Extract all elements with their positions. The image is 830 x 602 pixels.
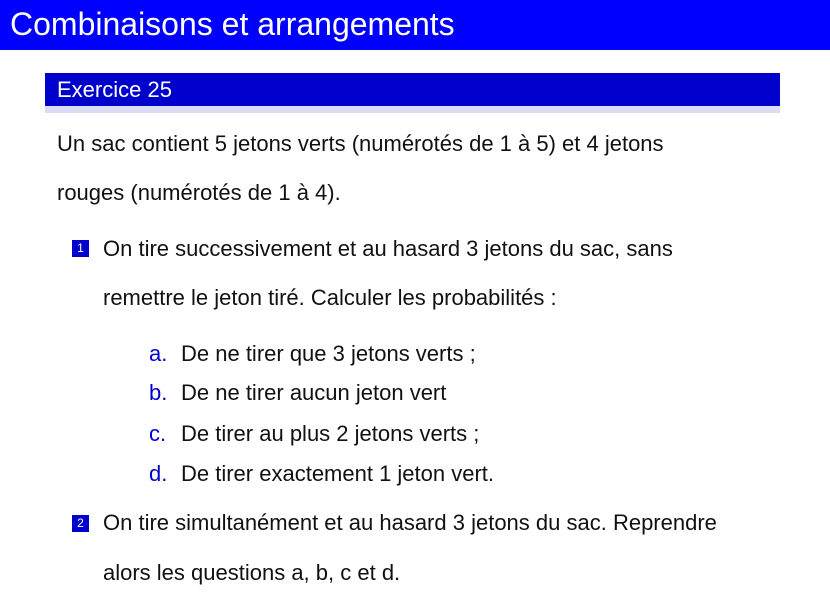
subitem-letter: b.	[149, 380, 168, 405]
intro-line-1: Un sac contient 5 jetons verts (numérotés de 1 à 5) et 4 jetons	[57, 131, 664, 156]
page-title: Combinaisons et arrangements	[10, 6, 455, 42]
question-2-line-1: On tire simultanément et au hasard 3 jetons du sac. Reprendre	[103, 510, 717, 535]
exercise-header-shadow	[45, 106, 780, 113]
exercise-header	[45, 73, 780, 106]
subitem-letter: d.	[149, 461, 168, 486]
subitem-letter: c.	[149, 421, 167, 446]
question-number-badge: 2	[72, 515, 89, 532]
subitem-text: De ne tirer que 3 jetons verts ;	[181, 341, 476, 366]
subitem-letter: a.	[149, 341, 168, 366]
subitem-text: De ne tirer aucun jeton vert	[181, 380, 447, 405]
subitem-text: De tirer exactement 1 jeton vert.	[181, 461, 495, 486]
intro-line-2: rouges (numérotés de 1 à 4).	[57, 180, 341, 205]
question-2-line-2: alors les questions a, b, c et d.	[103, 560, 401, 585]
title-bar	[0, 0, 830, 50]
subitem-text: De tirer au plus 2 jetons verts ;	[181, 421, 480, 446]
exercise-title: Exercice 25	[57, 77, 172, 102]
question-number-badge: 1	[72, 240, 89, 257]
question-1-line-2: remettre le jeton tiré. Calculer les probabilités :	[103, 285, 557, 310]
question-1-line-1: On tire successivement et au hasard 3 jetons du sac, sans	[103, 236, 673, 261]
